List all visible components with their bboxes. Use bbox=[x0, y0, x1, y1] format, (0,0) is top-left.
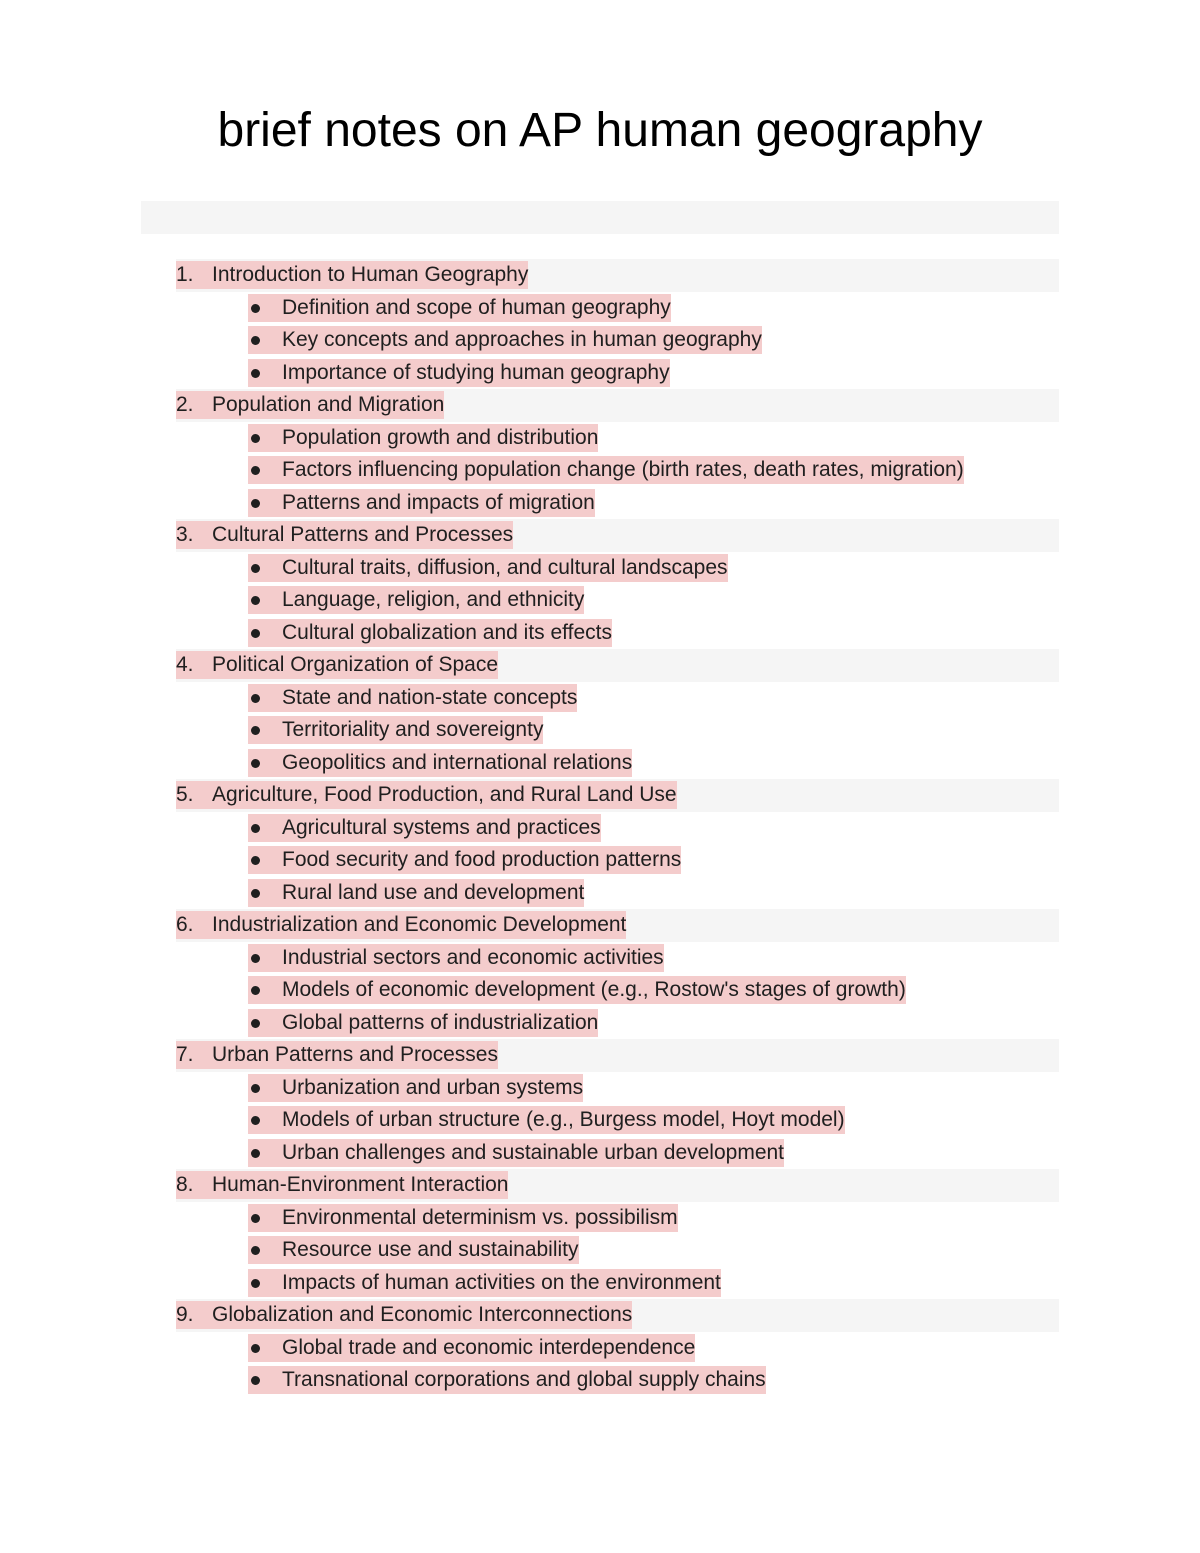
list-item bbox=[248, 1104, 1200, 1137]
list-item bbox=[248, 974, 1200, 1007]
item-highlight bbox=[248, 326, 762, 354]
list-item-text: Transnational corporations and global supply chains bbox=[282, 1368, 766, 1392]
item-highlight bbox=[248, 1106, 845, 1134]
list-item bbox=[248, 357, 1200, 390]
bullet-icon bbox=[248, 814, 282, 842]
list-item-text: Global patterns of industrialization bbox=[282, 1010, 599, 1034]
bullet-icon bbox=[248, 1106, 282, 1134]
section-label: Population and Migration bbox=[212, 393, 445, 417]
section-number: 7. bbox=[176, 1043, 194, 1067]
section-heading bbox=[176, 259, 1059, 292]
bullet-icon bbox=[248, 1334, 282, 1362]
list-item-text: Population growth and distribution bbox=[282, 425, 599, 449]
list-item-text: Territoriality and sovereignty bbox=[282, 718, 544, 742]
list-item bbox=[248, 747, 1200, 780]
list-item bbox=[248, 682, 1200, 715]
list-item bbox=[248, 877, 1200, 910]
list-item-text: Environmental determinism vs. possibilism bbox=[282, 1205, 678, 1229]
bullet-icon bbox=[248, 976, 282, 1004]
list-item bbox=[248, 584, 1200, 617]
list-item bbox=[248, 292, 1200, 325]
section-highlight bbox=[176, 911, 626, 939]
section-label: Agriculture, Food Production, and Rural Land Use bbox=[212, 783, 677, 807]
item-highlight bbox=[248, 1074, 583, 1102]
section-highlight bbox=[176, 521, 513, 549]
list-item-text: Models of urban structure (e.g., Burgess model, Hoyt model) bbox=[282, 1108, 845, 1132]
section-label: Political Organization of Space bbox=[212, 653, 498, 677]
section-number: 9. bbox=[176, 1303, 194, 1327]
list-item bbox=[248, 1234, 1200, 1267]
bullet-icon bbox=[248, 1009, 282, 1037]
list-item-text: Cultural traits, diffusion, and cultural landscapes bbox=[282, 555, 728, 579]
section-label: Industrialization and Economic Development bbox=[212, 913, 627, 937]
bullet-icon bbox=[248, 1074, 282, 1102]
list-item bbox=[248, 1137, 1200, 1170]
list-item bbox=[248, 844, 1200, 877]
list-item bbox=[248, 714, 1200, 747]
section-heading bbox=[176, 389, 1059, 422]
item-highlight bbox=[248, 716, 543, 744]
bullet-icon bbox=[248, 846, 282, 874]
bullet-icon bbox=[248, 716, 282, 744]
section-heading bbox=[176, 1169, 1059, 1202]
list-item-text: Resource use and sustainability bbox=[282, 1238, 579, 1262]
section-heading bbox=[176, 1039, 1059, 1072]
item-highlight bbox=[248, 586, 584, 614]
list-item-text: Importance of studying human geography bbox=[282, 360, 670, 384]
list-item bbox=[248, 1202, 1200, 1235]
list-item-text: State and nation-state concepts bbox=[282, 685, 578, 709]
item-highlight bbox=[248, 456, 964, 484]
list-item bbox=[248, 1364, 1200, 1397]
bullet-icon bbox=[248, 1236, 282, 1264]
bullet-icon bbox=[248, 424, 282, 452]
list-item bbox=[248, 454, 1200, 487]
section-number: 4. bbox=[176, 653, 194, 677]
item-highlight bbox=[248, 684, 577, 712]
section-highlight bbox=[176, 391, 444, 419]
item-highlight bbox=[248, 846, 681, 874]
section-highlight bbox=[176, 1041, 498, 1069]
list-item-text: Models of economic development (e.g., Rostow's stages of growth) bbox=[282, 978, 906, 1002]
item-highlight bbox=[248, 424, 598, 452]
section-highlight bbox=[176, 261, 528, 289]
item-highlight bbox=[248, 879, 584, 907]
section-heading bbox=[176, 649, 1059, 682]
list-item-text: Definition and scope of human geography bbox=[282, 295, 671, 319]
section-label: Urban Patterns and Processes bbox=[212, 1043, 498, 1067]
section-number: 3. bbox=[176, 523, 194, 547]
bullet-icon bbox=[248, 684, 282, 712]
list-item-text: Urban challenges and sustainable urban development bbox=[282, 1140, 785, 1164]
bullet-icon bbox=[248, 489, 282, 517]
bullet-icon bbox=[248, 326, 282, 354]
list-item bbox=[248, 1267, 1200, 1300]
bullet-icon bbox=[248, 1204, 282, 1232]
bullet-icon bbox=[248, 586, 282, 614]
item-highlight bbox=[248, 359, 670, 387]
section-number: 2. bbox=[176, 393, 194, 417]
item-highlight bbox=[248, 814, 601, 842]
section-highlight bbox=[176, 651, 498, 679]
section-label: Introduction to Human Geography bbox=[212, 263, 529, 287]
item-highlight bbox=[248, 1139, 784, 1167]
item-highlight bbox=[248, 294, 671, 322]
section-label: Cultural Patterns and Processes bbox=[212, 523, 514, 547]
list-item-text: Geopolitics and international relations bbox=[282, 750, 633, 774]
list-item bbox=[248, 552, 1200, 585]
section-highlight bbox=[176, 1171, 508, 1199]
bullet-icon bbox=[248, 944, 282, 972]
bullet-icon bbox=[248, 1269, 282, 1297]
section-number: 5. bbox=[176, 783, 194, 807]
item-highlight bbox=[248, 1334, 695, 1362]
item-highlight bbox=[248, 554, 728, 582]
list-item bbox=[248, 812, 1200, 845]
list-item-text: Urbanization and urban systems bbox=[282, 1075, 584, 1099]
list-item-text: Patterns and impacts of migration bbox=[282, 490, 595, 514]
section-heading bbox=[176, 519, 1059, 552]
item-highlight bbox=[248, 1204, 678, 1232]
list-item bbox=[248, 617, 1200, 650]
section-highlight bbox=[176, 781, 677, 809]
item-highlight bbox=[248, 1236, 579, 1264]
section-heading bbox=[176, 909, 1059, 942]
list-item-text: Industrial sectors and economic activities bbox=[282, 945, 664, 969]
list-item-text: Rural land use and development bbox=[282, 880, 585, 904]
list-item-text: Agricultural systems and practices bbox=[282, 815, 601, 839]
list-item-text: Key concepts and approaches in human geography bbox=[282, 328, 762, 352]
page-title: brief notes on AP human geography bbox=[217, 104, 983, 157]
outline-list bbox=[0, 259, 1200, 1397]
item-highlight bbox=[248, 489, 595, 517]
blank-highlight-band bbox=[141, 201, 1059, 234]
section-number: 8. bbox=[176, 1173, 194, 1197]
section-label: Human-Environment Interaction bbox=[212, 1173, 509, 1197]
bullet-icon bbox=[248, 879, 282, 907]
list-item bbox=[248, 1007, 1200, 1040]
item-highlight bbox=[248, 976, 906, 1004]
list-item-text: Food security and food production patterns bbox=[282, 848, 682, 872]
list-item bbox=[248, 1072, 1200, 1105]
section-heading bbox=[176, 1299, 1059, 1332]
bullet-icon bbox=[248, 294, 282, 322]
section-heading bbox=[176, 779, 1059, 812]
bullet-icon bbox=[248, 749, 282, 777]
item-highlight bbox=[248, 1269, 721, 1297]
list-item-text: Cultural globalization and its effects bbox=[282, 620, 612, 644]
list-item bbox=[248, 487, 1200, 520]
bullet-icon bbox=[248, 619, 282, 647]
list-item bbox=[248, 1332, 1200, 1365]
bullet-icon bbox=[248, 1366, 282, 1394]
list-item-text: Factors influencing population change (birth rates, death rates, migration) bbox=[282, 458, 964, 482]
item-highlight bbox=[248, 749, 632, 777]
bullet-icon bbox=[248, 456, 282, 484]
section-label: Globalization and Economic Interconnections bbox=[212, 1303, 633, 1327]
section-number: 6. bbox=[176, 913, 194, 937]
item-highlight bbox=[248, 1009, 598, 1037]
bullet-icon bbox=[248, 1139, 282, 1167]
list-item-text: Impacts of human activities on the environment bbox=[282, 1270, 721, 1294]
item-highlight bbox=[248, 1366, 766, 1394]
list-item-text: Language, religion, and ethnicity bbox=[282, 588, 585, 612]
list-item bbox=[248, 942, 1200, 975]
item-highlight bbox=[248, 619, 612, 647]
item-highlight bbox=[248, 944, 664, 972]
section-highlight bbox=[176, 1301, 632, 1329]
list-item-text: Global trade and economic interdependence bbox=[282, 1335, 696, 1359]
section-number: 1. bbox=[176, 263, 194, 287]
bullet-icon bbox=[248, 359, 282, 387]
list-item bbox=[248, 422, 1200, 455]
bullet-icon bbox=[248, 554, 282, 582]
list-item bbox=[248, 324, 1200, 357]
